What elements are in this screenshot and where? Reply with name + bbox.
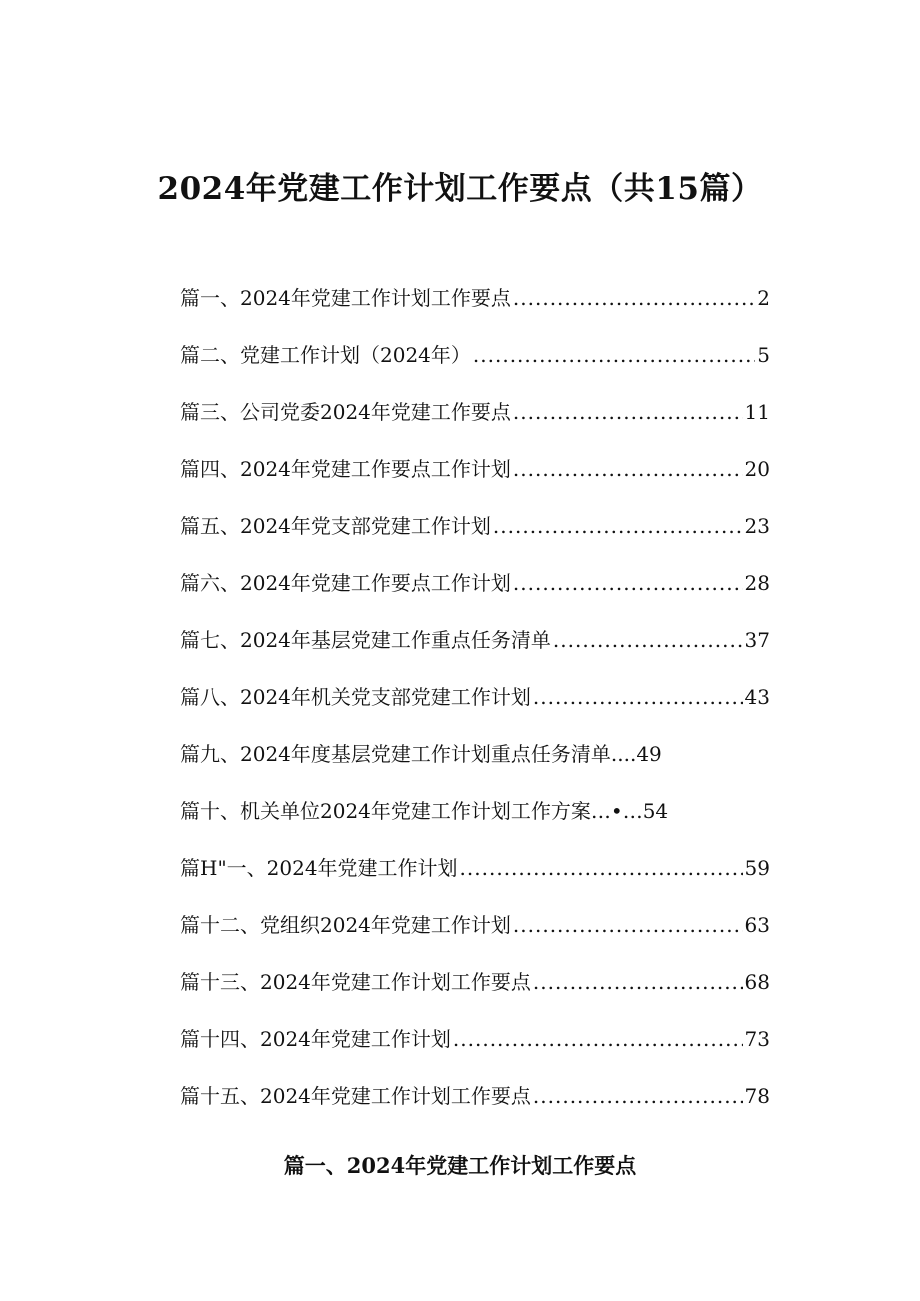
toc-entry-8[interactable] (180, 679, 770, 736)
toc-entry-12[interactable] (180, 907, 770, 964)
toc-page-number: 37 (744, 628, 770, 652)
toc-entry-3[interactable] (180, 394, 770, 451)
toc-page-number: 68 (744, 970, 770, 994)
toc-dot-leader (513, 451, 743, 487)
toc-dot-leader (460, 850, 743, 886)
toc-entry-7[interactable] (180, 622, 770, 679)
toc-entry-label: 篇十三、2024年党建工作计划工作要点 (180, 970, 531, 994)
toc-page-number: 2 (757, 286, 770, 310)
toc-dot-leader (453, 1021, 743, 1057)
toc-entry-label: 篇十四、2024年党建工作计划 (180, 1027, 451, 1051)
toc-entry-11[interactable] (180, 850, 770, 907)
toc-entry-5[interactable] (180, 508, 770, 565)
section-heading: 篇一、2024年党建工作计划工作要点 (283, 1153, 637, 1179)
toc-page-number: 59 (744, 856, 770, 880)
toc-entry-4[interactable] (180, 451, 770, 508)
toc-dot-leader (513, 394, 743, 430)
toc-dot-leader (553, 622, 743, 658)
toc-entry-10[interactable] (180, 793, 770, 850)
toc-page-number: 20 (744, 457, 770, 481)
toc-dot-leader (473, 337, 755, 373)
toc-dot-leader (513, 565, 743, 601)
toc-entry-label: 篇十、机关单位2024年党建工作计划工作方案…•…54 (180, 799, 669, 823)
toc-entry-label: 篇H"一、2024年党建工作计划 (180, 856, 458, 880)
toc-dot-leader (513, 280, 755, 316)
toc-entry-15[interactable] (180, 1078, 770, 1135)
toc-entry-label: 篇二、党建工作计划（2024年） (180, 343, 471, 367)
toc-dot-leader (493, 508, 743, 544)
toc-entry-9[interactable] (180, 736, 770, 793)
toc-entry-label: 篇五、2024年党支部党建工作计划 (180, 514, 491, 538)
toc-dot-leader (533, 964, 743, 1000)
toc-entry-label: 篇六、2024年党建工作要点工作计划 (180, 571, 511, 595)
toc-dot-leader (533, 679, 743, 715)
toc-entry-14[interactable] (180, 1021, 770, 1078)
toc-entry-label: 篇四、2024年党建工作要点工作计划 (180, 457, 511, 481)
table-of-contents (180, 280, 770, 1135)
toc-entry-13[interactable] (180, 964, 770, 1021)
toc-entry-label: 篇三、公司党委2024年党建工作要点 (180, 400, 511, 424)
toc-entry-label: 篇十二、党组织2024年党建工作计划 (180, 913, 511, 937)
toc-entry-2[interactable] (180, 337, 770, 394)
toc-entry-label: 篇十五、2024年党建工作计划工作要点 (180, 1084, 531, 1108)
toc-entry-label: 篇一、2024年党建工作计划工作要点 (180, 286, 511, 310)
toc-page-number: 5 (757, 343, 770, 367)
toc-entry-1[interactable] (180, 280, 770, 337)
toc-page-number: 11 (744, 400, 770, 424)
toc-page-number: 78 (744, 1084, 770, 1108)
toc-entry-6[interactable] (180, 565, 770, 622)
toc-page-number: 43 (744, 685, 770, 709)
toc-entry-label: 篇八、2024年机关党支部党建工作计划 (180, 685, 531, 709)
document-title: 2024年党建工作计划工作要点（共15篇） (157, 170, 763, 207)
toc-page-number: 23 (744, 514, 770, 538)
toc-page-number: 28 (744, 571, 770, 595)
toc-dot-leader (513, 907, 743, 943)
toc-dot-leader (533, 1078, 743, 1114)
toc-page-number: 63 (744, 913, 770, 937)
toc-entry-label: 篇九、2024年度基层党建工作计划重点任务清单....49 (180, 742, 662, 766)
toc-entry-label: 篇七、2024年基层党建工作重点任务清单 (180, 628, 551, 652)
toc-page-number: 73 (744, 1027, 770, 1051)
